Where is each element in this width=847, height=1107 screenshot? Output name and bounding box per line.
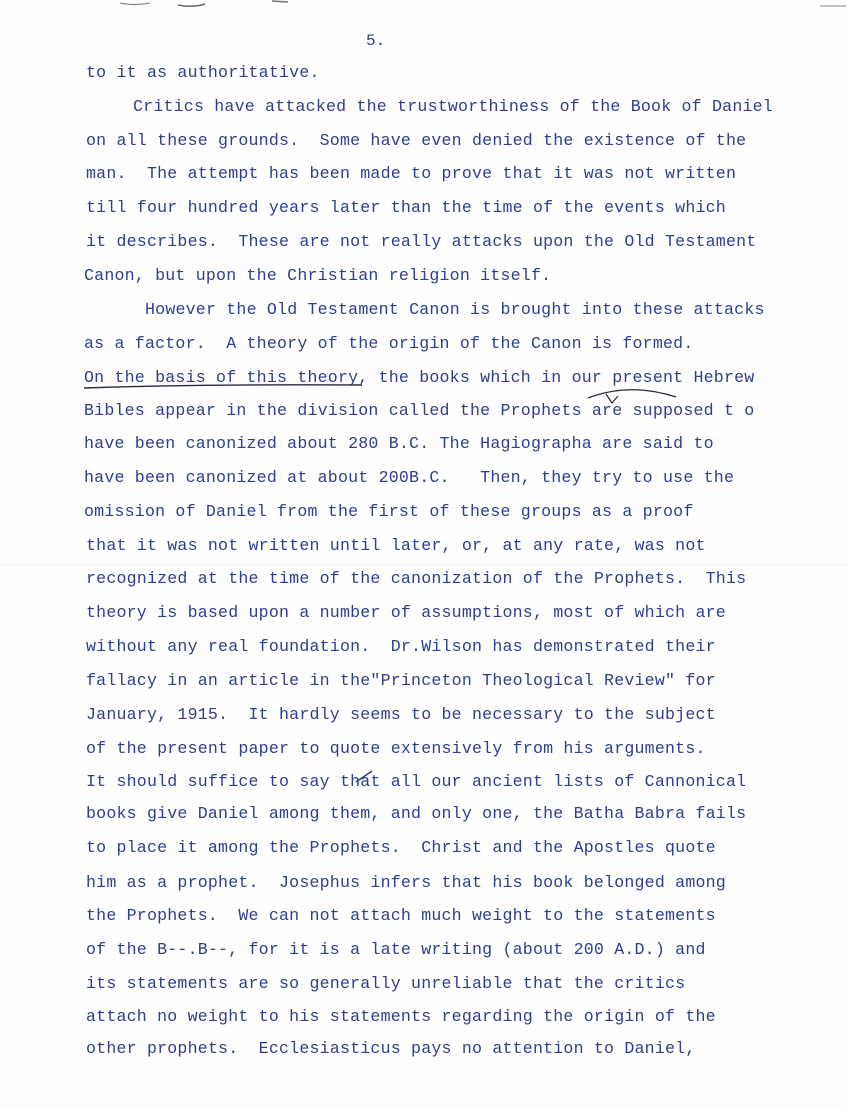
text-line: it describes. These are not really attacks upon the Old Testament: [86, 232, 757, 251]
text-line: have been canonized about 280 B.C. The Hagiographa are said to: [84, 434, 714, 453]
text-line: omission of Daniel from the first of these groups as a proof: [84, 502, 694, 521]
text-line: its statements are so generally unreliable that the critics: [86, 974, 686, 993]
text-line: recognized at the time of the canonization of the Prophets. This: [86, 569, 747, 588]
text-line: him as a prophet. Josephus infers that his book belonged among: [86, 873, 726, 892]
text-line: However the Old Testament Canon is brought into these attacks: [145, 300, 765, 319]
text-line: Canon, but upon the Christian religion itself.: [84, 266, 552, 285]
text-line: books give Daniel among them, and only one, the Batha Babra fails: [86, 804, 747, 823]
text-line: man. The attempt has been made to prove that it was not written: [86, 164, 737, 183]
text-line: theory is based upon a number of assumptions, most of which are: [86, 603, 726, 622]
text-line: on all these grounds. Some have even denied the existence of the: [86, 131, 747, 150]
text-line: Critics have attacked the trustworthiness of the Book of Daniel: [133, 97, 773, 116]
text-line: to place it among the Prophets. Christ and the Apostles quote: [86, 838, 716, 857]
text-line: of the present paper to quote extensively from his arguments.: [86, 739, 706, 758]
text-line: have been canonized at about 200B.C. Then, they try to use the: [84, 468, 735, 487]
top-edge-marks: [0, 0, 847, 14]
text-line: It should suffice to say that all our ancient lists of Cannonical: [86, 772, 747, 791]
text-line: without any real foundation. Dr.Wilson has demonstrated their: [86, 637, 716, 656]
text-line: January, 1915. It hardly seems to be necessary to the subject: [86, 705, 716, 724]
text-line: fallacy in an article in the"Princeton Theological Review" for: [86, 671, 716, 690]
page-number: 5.: [366, 32, 386, 50]
paper-fold-line: [0, 564, 847, 565]
pencil-arc: [588, 390, 676, 398]
text-line: attach no weight to his statements regarding the origin of the: [86, 1007, 716, 1026]
text-line: other prophets. Ecclesiasticus pays no attention to Daniel,: [86, 1039, 696, 1058]
text-line: that it was not written until later, or, at any rate, was not: [86, 536, 706, 555]
text-line: to it as authoritative.: [86, 63, 320, 82]
text-line: of the B--.B--, for it is a late writing (about 200 A.D.) and: [86, 940, 706, 959]
text-line: till four hundred years later than the time of the events which: [86, 198, 726, 217]
text-line: the Prophets. We can not attach much weight to the statements: [86, 906, 716, 925]
text-line: On the basis of this theory, the books which in our present Hebrew: [84, 368, 755, 387]
text-line: as a factor. A theory of the origin of the Canon is formed.: [84, 334, 694, 353]
text-line: Bibles appear in the division called the Prophets are supposed t o: [84, 401, 755, 420]
